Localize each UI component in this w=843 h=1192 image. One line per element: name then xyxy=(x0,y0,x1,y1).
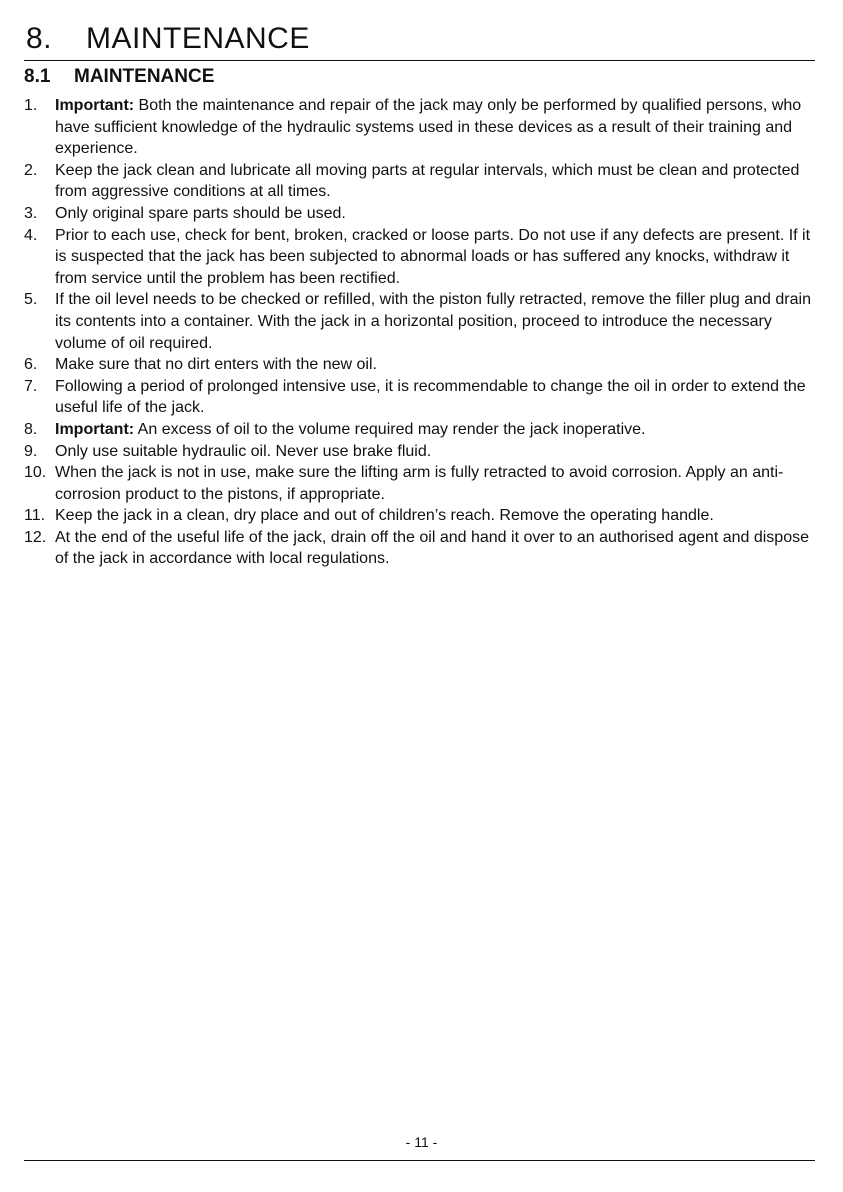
item-number: 9. xyxy=(24,442,38,460)
chapter-title: MAINTENANCE xyxy=(86,22,310,55)
item-text: Keep the jack in a clean, dry place and out of children’s reach. Remove the operating handle. xyxy=(55,507,714,525)
item-number: 8. xyxy=(24,420,38,438)
page-number: - 11 - xyxy=(405,1134,438,1150)
item-text: Prior to each use, check for bent, broken, cracked or loose parts. Do not use if any defects are present. If it is suspected that the jack has been subjected to abnormal loads or has suffered any knocks, withdraw it from service until the problem has been rectified. xyxy=(55,226,811,287)
item-number: 4. xyxy=(24,226,38,244)
list-item xyxy=(24,419,814,441)
item-text: Both the maintenance and repair of the jack may only be performed by qualified persons, who have sufficient knowledge of the hydraulic systems used in these devices as a result of their training and experience. xyxy=(55,97,802,158)
item-text: Only original spare parts should be used. xyxy=(55,204,346,222)
item-number: 10. xyxy=(24,464,47,482)
item-number: 1. xyxy=(24,97,38,114)
list-item xyxy=(24,462,814,505)
list-item xyxy=(24,160,814,203)
item-text: Following a period of prolonged intensive use, it is recommendable to change the oil in order to extend the useful life of the jack. xyxy=(55,377,806,417)
item-text: Make sure that no dirt enters with the new oil. xyxy=(55,356,377,374)
list-item xyxy=(24,376,814,419)
list-item xyxy=(24,225,814,290)
list-item xyxy=(24,203,814,225)
footer-divider xyxy=(24,1160,815,1161)
item-number: 11. xyxy=(24,507,46,525)
section-heading xyxy=(24,66,214,88)
section-number: 8.1 xyxy=(24,66,51,87)
list-item xyxy=(24,95,814,160)
item-lead: Important: xyxy=(55,420,135,438)
item-lead: Important: xyxy=(55,97,135,114)
item-number: 3. xyxy=(24,204,38,222)
item-text: Keep the jack clean and lubricate all moving parts at regular intervals, which must be clean and protected from aggressive conditions at all times. xyxy=(55,161,800,201)
item-number: 5. xyxy=(24,291,38,309)
section-title: MAINTENANCE xyxy=(74,66,215,87)
item-number: 12. xyxy=(24,528,47,546)
chapter-number: 8. xyxy=(26,22,53,55)
item-number: 7. xyxy=(24,377,38,395)
list-item xyxy=(24,354,814,376)
maintenance-list xyxy=(24,95,814,570)
list-item xyxy=(24,505,814,527)
chapter-heading xyxy=(24,18,815,61)
item-text: If the oil level needs to be checked or refilled, with the piston fully retracted, remove the filler plug and drain its contents into a container. With the jack in a horizontal position, proceed to introduce the necessary volume of oil required. xyxy=(55,291,811,352)
item-text: When the jack is not in use, make sure the lifting arm is fully retracted to avoid corrosion. Apply an anti-corrosion product to the pistons, if appropriate. xyxy=(55,464,784,503)
list-item xyxy=(24,289,814,354)
item-text: At the end of the useful life of the jack, drain off the oil and hand it over to an authorised agent and dispose of the jack in accordance with local regulations. xyxy=(55,528,809,568)
list-item xyxy=(24,441,814,463)
item-text: Only use suitable hydraulic oil. Never use brake fluid. xyxy=(55,442,432,460)
item-number: 6. xyxy=(24,356,38,374)
item-text: An excess of oil to the volume required may render the jack inoperative. xyxy=(134,420,646,438)
list-item xyxy=(24,527,814,570)
item-number: 2. xyxy=(24,161,38,179)
